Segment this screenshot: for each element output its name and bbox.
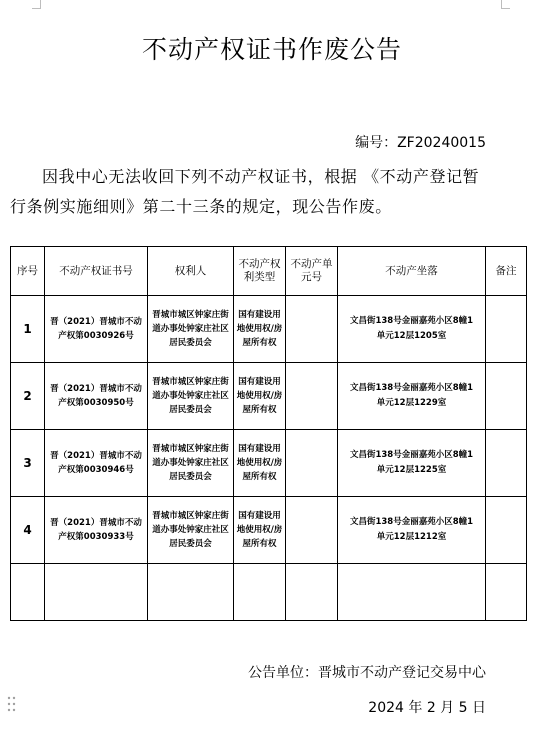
cell-location: 文昌街138号金丽嘉苑小区8幢1单元12层1212室 <box>338 497 486 564</box>
cell-type: 国有建设用地使用权/房屋所有权 <box>234 430 286 497</box>
document-title: 不动产权证书作废公告 <box>141 35 402 64</box>
cell-holder: 晋城市城区钟家庄街道办事处钟家庄社区居民委员会 <box>148 296 234 363</box>
cell-remark <box>486 296 527 363</box>
table-row <box>11 296 527 363</box>
cell-cert: 晋（2021）晋城市不动产权第0030946号 <box>45 430 148 497</box>
cell-seq: 2 <box>11 363 45 430</box>
cell-holder: 晋城市城区钟家庄街道办事处钟家庄社区居民委员会 <box>148 497 234 564</box>
cell-unit <box>286 363 338 430</box>
drag-handle-icon[interactable] <box>7 695 17 713</box>
issuing-unit: 公告单位：晋城市不动产登记交易中心 <box>248 665 486 681</box>
cell-unit <box>286 296 338 363</box>
header-unit: 不动产单元号 <box>286 247 338 296</box>
cell-empty <box>11 564 45 621</box>
cell-location: 文昌街138号金丽嘉苑小区8幢1单元12层1225室 <box>338 430 486 497</box>
header-seq: 序号 <box>11 247 45 296</box>
cell-cert: 晋（2021）晋城市不动产权第0030926号 <box>45 296 148 363</box>
cell-seq: 1 <box>11 296 45 363</box>
header-cert: 不动产权证书号 <box>45 247 148 296</box>
cell-seq: 4 <box>11 497 45 564</box>
cell-type: 国有建设用地使用权/房屋所有权 <box>234 497 286 564</box>
margin-corner-top-left <box>32 0 41 9</box>
cell-empty <box>486 564 527 621</box>
table-header-row <box>11 247 527 296</box>
header-type: 不动产权利类型 <box>234 247 286 296</box>
header-remark: 备注 <box>486 247 527 296</box>
header-holder: 权利人 <box>148 247 234 296</box>
issue-date: 2024 年 2 月 5 日 <box>368 700 486 716</box>
cell-type: 国有建设用地使用权/房屋所有权 <box>234 363 286 430</box>
header-location: 不动产坐落 <box>338 247 486 296</box>
cell-location: 文昌街138号金丽嘉苑小区8幢1单元12层1229室 <box>338 363 486 430</box>
cell-empty <box>338 564 486 621</box>
records-table <box>10 246 527 621</box>
cell-type: 国有建设用地使用权/房屋所有权 <box>234 296 286 363</box>
cell-empty <box>234 564 286 621</box>
document-number: 编号：ZF20240015 <box>355 135 486 151</box>
cell-remark <box>486 497 527 564</box>
cell-location: 文昌街138号金丽嘉苑小区8幢1单元12层1205室 <box>338 296 486 363</box>
cell-holder: 晋城市城区钟家庄街道办事处钟家庄社区居民委员会 <box>148 363 234 430</box>
table-row <box>11 497 527 564</box>
cell-cert: 晋（2021）晋城市不动产权第0030950号 <box>45 363 148 430</box>
table-row-empty <box>11 564 527 621</box>
cell-empty <box>286 564 338 621</box>
margin-corner-top-right <box>501 0 510 9</box>
notice-body: 因我中心无法收回下列不动产权证书，根据 《不动产登记暂行条例实施细则》第二十三条的规定，现公告作废。 <box>10 167 480 216</box>
cell-cert: 晋（2021）晋城市不动产权第0030933号 <box>45 497 148 564</box>
cell-empty <box>148 564 234 621</box>
drag-dots-svg <box>7 695 17 713</box>
table-row <box>11 363 527 430</box>
cell-holder: 晋城市城区钟家庄街道办事处钟家庄社区居民委员会 <box>148 430 234 497</box>
cell-empty <box>45 564 148 621</box>
cell-remark <box>486 430 527 497</box>
table-row <box>11 430 527 497</box>
cell-unit <box>286 430 338 497</box>
cell-seq: 3 <box>11 430 45 497</box>
cell-unit <box>286 497 338 564</box>
cell-remark <box>486 363 527 430</box>
